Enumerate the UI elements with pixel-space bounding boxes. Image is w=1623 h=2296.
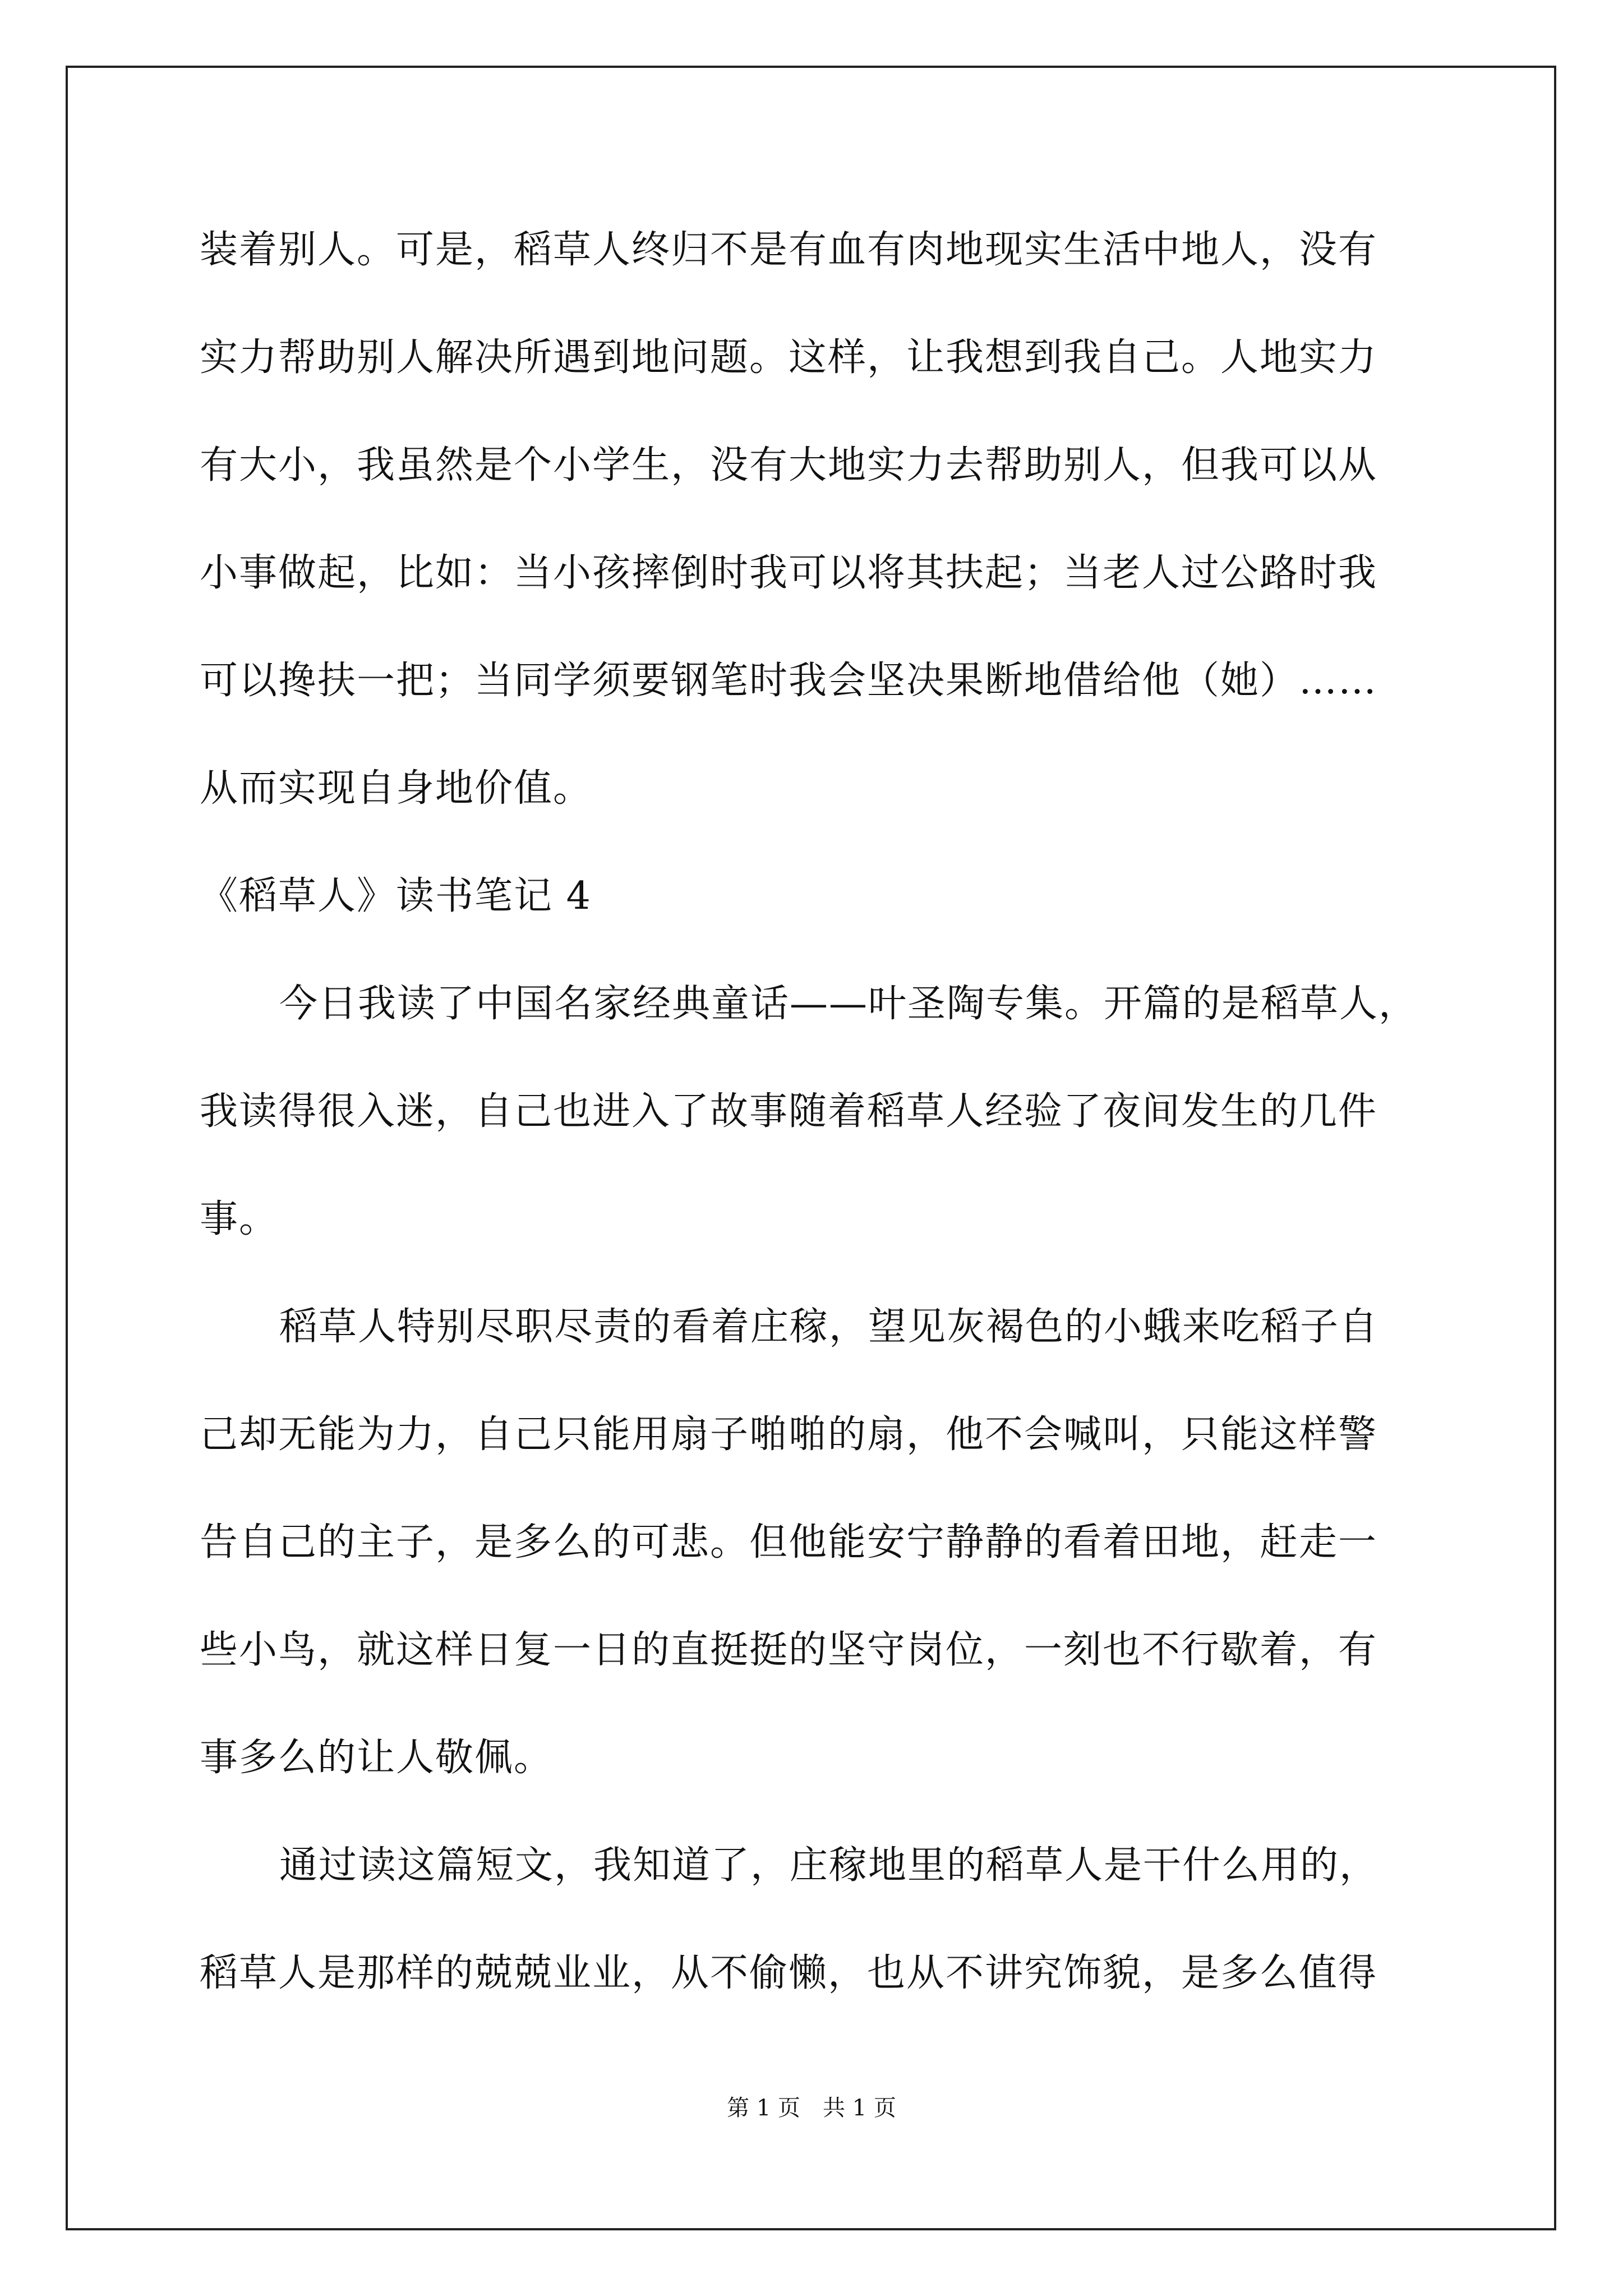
paragraph-line: 稻草人是那样的兢兢业业，从不偷懒，也从不讲究饰貌，是多么值得 xyxy=(200,1951,1378,1995)
paragraph-line: 可以搀扶一把；当同学须要钢笔时我会坚决果断地借给他（她）…… xyxy=(200,659,1378,703)
paragraph-line: 今日我读了中国名家经典童话——叶圣陶专集。开篇的是稻草人， xyxy=(279,982,1418,1026)
paragraph-line: 稻草人特别尽职尽责的看着庄稼，望见灰褐色的小蛾来吃稻子自 xyxy=(279,1305,1379,1349)
paragraph-line: 事多么的让人敬佩。 xyxy=(200,1736,554,1780)
paragraph-line: 己却无能为力，自己只能用扇子啪啪的扇，他不会喊叫，只能这样警 xyxy=(200,1412,1378,1457)
paragraph-line: 告自己的主子，是多么的可悲。但他能安宁静静的看着田地，赶走一 xyxy=(200,1520,1378,1565)
section-heading: 《稻草人》读书笔记 4 xyxy=(200,874,592,918)
page-footer: 第 1 页 共 1 页 xyxy=(727,2095,896,2121)
paragraph-line: 事。 xyxy=(200,1197,279,1241)
paragraph-line: 有大小，我虽然是个小学生，没有大地实力去帮助别人，但我可以从 xyxy=(200,443,1378,487)
paragraph-line: 装着别人。可是，稻草人终归不是有血有肉地现实生活中地人，没有 xyxy=(200,228,1378,272)
page-border xyxy=(66,66,1556,2230)
paragraph-line: 从而实现自身地价值。 xyxy=(200,766,593,811)
paragraph-line: 通过读这篇短文，我知道了，庄稼地里的稻草人是干什么用的， xyxy=(279,1843,1379,1888)
paragraph-line: 实力帮助别人解决所遇到地问题。这样，让我想到我自己。人地实力 xyxy=(200,335,1378,380)
paragraph-line: 些小鸟，就这样日复一日的直挺挺的坚守岗位，一刻也不行歇着，有 xyxy=(200,1628,1378,1672)
paragraph-line: 小事做起，比如：当小孩摔倒时我可以将其扶起；当老人过公路时我 xyxy=(200,551,1378,595)
paragraph-line: 我读得很入迷，自己也进入了故事随着稻草人经验了夜间发生的几件 xyxy=(200,1089,1378,1134)
